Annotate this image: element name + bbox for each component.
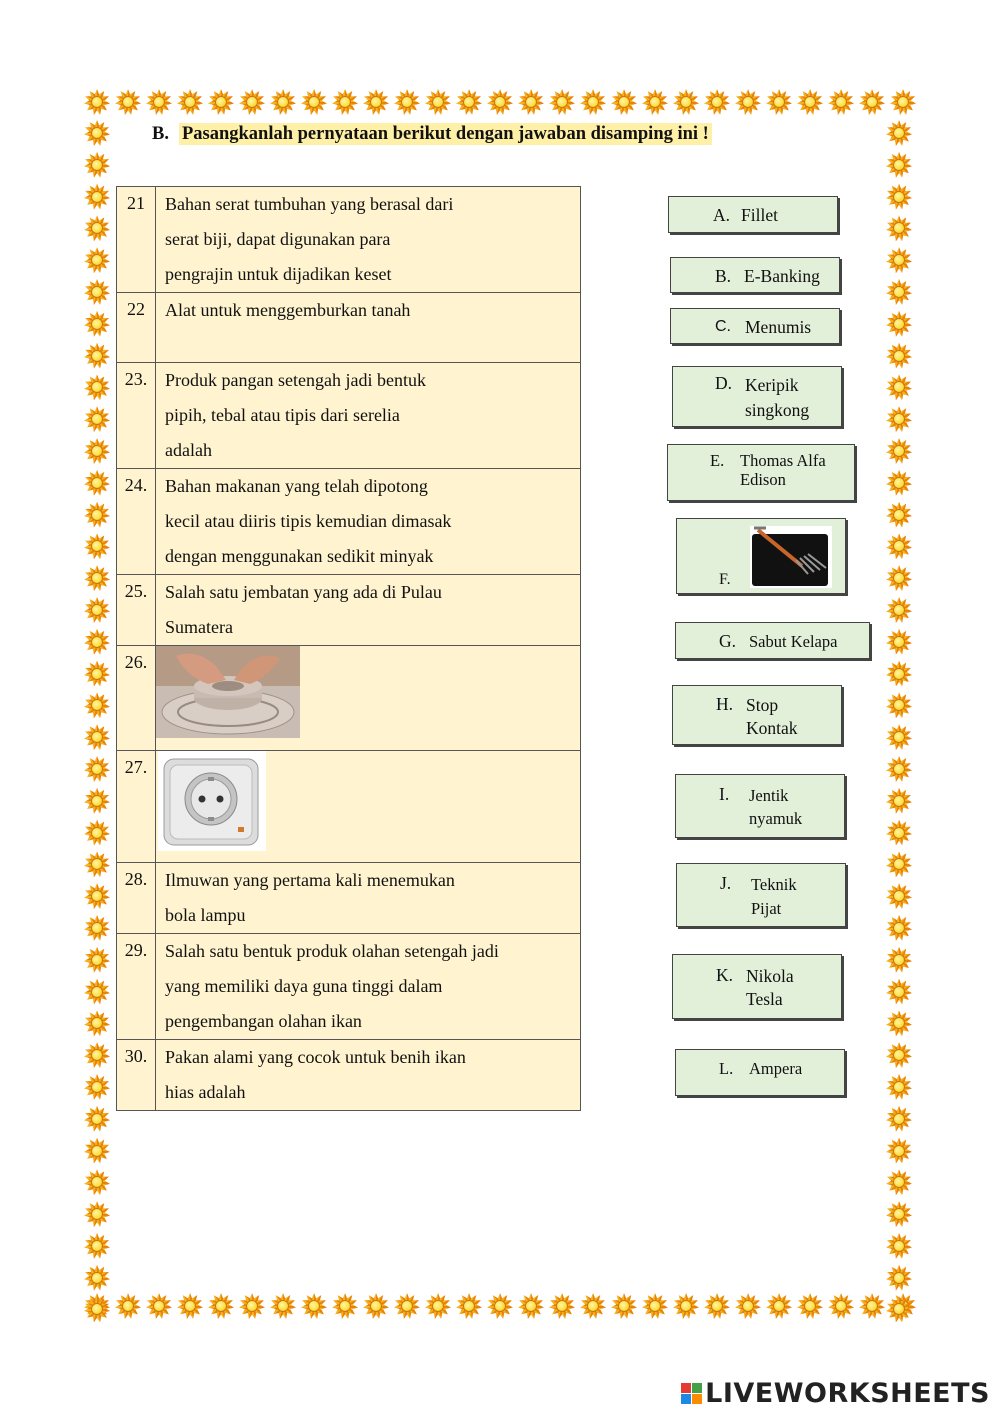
sun-ornament [84, 343, 110, 369]
question-line: pengembangan olahan ikan [165, 1011, 362, 1031]
sun-ornament [84, 947, 110, 973]
question-image-cell [156, 646, 581, 751]
sun-ornament [84, 1169, 110, 1195]
sun-ornament [886, 120, 912, 146]
sun-ornament [704, 89, 730, 115]
liveworksheets-logo-icon [681, 1383, 702, 1404]
sun-ornament [84, 788, 110, 814]
sun-ornament [886, 184, 912, 210]
sun-ornament [518, 1293, 544, 1319]
sun-ornament [886, 152, 912, 178]
sun-ornament [611, 1293, 637, 1319]
answer-text-line: Jentik [749, 786, 789, 805]
question-number: 27. [117, 751, 156, 863]
sun-ornament [84, 756, 110, 782]
sun-ornament [828, 1293, 854, 1319]
sun-ornament [84, 533, 110, 559]
sun-ornament [886, 438, 912, 464]
answer-text [740, 451, 826, 489]
sun-ornament [84, 279, 110, 305]
answer-box-e[interactable] [667, 444, 855, 501]
sun-ornament [84, 597, 110, 623]
sun-ornament [580, 89, 606, 115]
sun-ornament [270, 89, 296, 115]
sun-ornament [886, 851, 912, 877]
answer-letter: G. [719, 631, 737, 651]
brand-text: LIVEWORKSHEETS [705, 1378, 990, 1409]
sun-ornament [549, 89, 575, 115]
question-text [156, 293, 581, 363]
answer-text [746, 694, 798, 740]
question-row [117, 751, 581, 863]
question-number: 24. [117, 469, 156, 575]
sun-ornament [394, 89, 420, 115]
sun-ornament [394, 1293, 420, 1319]
sun-ornament [797, 1293, 823, 1319]
answer-text-line: Teknik [751, 875, 797, 894]
sun-ornament [886, 724, 912, 750]
answer-text-line: Edison [740, 470, 786, 489]
sun-ornament [84, 692, 110, 718]
question-line: serat biji, dapat digunakan para [165, 229, 391, 249]
sun-ornament [886, 788, 912, 814]
sun-ornament [828, 89, 854, 115]
sun-ornament [84, 89, 110, 115]
sun-ornament [84, 311, 110, 337]
answer-text: Menumis [745, 317, 812, 337]
sun-ornament [886, 311, 912, 337]
sun-ornament [456, 89, 482, 115]
sun-ornament [859, 1293, 885, 1319]
sun-ornament [239, 1293, 265, 1319]
sun-ornament [84, 1233, 110, 1259]
question-line: yang memiliki daya guna tinggi dalam [165, 976, 443, 996]
sun-ornament [886, 1010, 912, 1036]
question-row [117, 646, 581, 751]
answer-letter: A. [713, 205, 731, 225]
sun-ornament [890, 89, 916, 115]
sun-ornament [735, 89, 761, 115]
sun-ornament [425, 1293, 451, 1319]
sun-ornament [84, 247, 110, 273]
sun-ornament [886, 947, 912, 973]
sun-ornament [886, 597, 912, 623]
sun-ornament [886, 692, 912, 718]
sun-ornament [84, 1074, 110, 1100]
sun-ornament [456, 1293, 482, 1319]
question-number: 22 [117, 293, 156, 363]
question-row [117, 863, 581, 934]
sun-border-left [84, 120, 110, 1328]
garden-fork-image [750, 526, 832, 588]
sun-ornament [518, 89, 544, 115]
sun-ornament [673, 1293, 699, 1319]
question-text [156, 575, 581, 646]
answer-letter: L. [719, 1059, 734, 1078]
question-row [117, 363, 581, 469]
question-line: Ilmuwan yang pertama kali menemukan [165, 870, 455, 890]
sun-ornament [84, 1010, 110, 1036]
sun-ornament [208, 89, 234, 115]
sun-ornament [84, 1265, 110, 1291]
sun-ornament [886, 661, 912, 687]
question-line: Salah satu bentuk produk olahan setengah jadi [165, 941, 499, 961]
sun-ornament [735, 1293, 761, 1319]
sun-ornament [487, 1293, 513, 1319]
question-line: pengrajin untuk dijadikan keset [165, 264, 392, 284]
answer-text-line: Pijat [751, 899, 782, 918]
sun-ornament [84, 565, 110, 591]
sun-ornament [425, 89, 451, 115]
question-row [117, 293, 581, 363]
answer-letter: J. [720, 873, 732, 893]
sun-ornament [332, 89, 358, 115]
question-line: hias adalah [165, 1082, 246, 1102]
question-text [156, 934, 581, 1040]
sun-ornament [84, 851, 110, 877]
sun-ornament [84, 152, 110, 178]
question-row [117, 575, 581, 646]
sun-ornament [270, 1293, 296, 1319]
question-text [156, 187, 581, 293]
answer-text-line: singkong [745, 400, 810, 420]
sun-ornament [146, 89, 172, 115]
sun-ornament [208, 1293, 234, 1319]
answer-text-line: Stop [746, 695, 779, 715]
question-row [117, 1040, 581, 1111]
sun-ornament [886, 915, 912, 941]
sun-ornament [642, 1293, 668, 1319]
sun-ornament [146, 1293, 172, 1319]
sun-ornament [84, 1296, 110, 1322]
sun-ornament [886, 215, 912, 241]
sun-ornament [611, 89, 637, 115]
sun-ornament [84, 215, 110, 241]
answer-text: Fillet [741, 205, 778, 225]
answer-box-f[interactable] [676, 518, 846, 594]
sun-ornament [84, 629, 110, 655]
sun-ornament [84, 1042, 110, 1068]
sun-ornament [239, 89, 265, 115]
sun-ornament [84, 661, 110, 687]
question-line: bola lampu [165, 905, 246, 925]
question-line: Alat untuk menggemburkan tanah [165, 300, 411, 320]
sun-ornament [886, 1233, 912, 1259]
sun-ornament [115, 1293, 141, 1319]
question-line: pipih, tebal atau tipis dari serelia [165, 405, 400, 425]
question-row [117, 187, 581, 293]
sun-ornament [886, 1138, 912, 1164]
answer-text [749, 784, 802, 830]
sun-ornament [886, 1169, 912, 1195]
answer-box-l[interactable] [675, 1049, 845, 1096]
sun-ornament [363, 89, 389, 115]
sun-ornament [886, 979, 912, 1005]
sun-ornament [84, 1201, 110, 1227]
answer-box-j[interactable] [676, 863, 846, 927]
sun-ornament [886, 1265, 912, 1291]
questions-table [116, 186, 581, 1111]
sun-ornament [886, 470, 912, 496]
question-line: Produk pangan setengah jadi bentuk [165, 370, 426, 390]
sun-ornament [886, 1074, 912, 1100]
answer-letter: I. [719, 784, 730, 804]
sun-ornament [766, 1293, 792, 1319]
sun-ornament [84, 883, 110, 909]
answer-text [751, 873, 797, 921]
answer-text: E-Banking [744, 266, 820, 286]
answer-text: Ampera [749, 1059, 803, 1078]
question-number: 29. [117, 934, 156, 1040]
sun-ornament [84, 1138, 110, 1164]
answer-letter: H. [716, 694, 734, 714]
question-line: Bahan makanan yang telah dipotong [165, 476, 428, 496]
answer-box-d[interactable] [672, 366, 842, 427]
sun-ornament [549, 1293, 575, 1319]
answer-letter: B. [715, 266, 732, 286]
sun-border-bottom [84, 1293, 921, 1319]
sun-ornament [84, 438, 110, 464]
sun-ornament [886, 279, 912, 305]
answer-letter: D. [715, 373, 733, 393]
sun-ornament [886, 565, 912, 591]
answer-text-line: Thomas Alfa [740, 451, 826, 470]
sun-ornament [766, 89, 792, 115]
sun-ornament [332, 1293, 358, 1319]
sun-ornament [84, 724, 110, 750]
answer-box-k[interactable] [672, 954, 842, 1019]
sun-ornament [301, 1293, 327, 1319]
sun-ornament [487, 89, 513, 115]
power-socket-image [158, 751, 266, 851]
sun-ornament [886, 247, 912, 273]
sun-ornament [886, 1042, 912, 1068]
question-number: 30. [117, 1040, 156, 1111]
sun-ornament [84, 120, 110, 146]
sun-ornament [797, 89, 823, 115]
sun-ornament [886, 1201, 912, 1227]
question-line: Salah satu jembatan yang ada di Pulau [165, 582, 442, 602]
question-text [156, 1040, 581, 1111]
sun-ornament [84, 374, 110, 400]
sun-ornament [886, 629, 912, 655]
sun-border-right [886, 120, 912, 1328]
answer-letter: F. [719, 571, 731, 588]
question-line: Pakan alami yang cocok untuk benih ikan [165, 1047, 466, 1067]
question-line: Sumatera [165, 617, 233, 637]
section-instruction: Pasangkanlah pernyataan berikut dengan jawaban disamping ini ! [179, 123, 712, 145]
sun-ornament [704, 1293, 730, 1319]
sun-ornament [859, 89, 885, 115]
answer-box-g[interactable] [675, 622, 870, 659]
sun-ornament [84, 979, 110, 1005]
answer-box-b[interactable] [670, 257, 840, 293]
answer-text-line: Kontak [746, 718, 798, 738]
sun-ornament [886, 343, 912, 369]
section-letter: B. [152, 124, 169, 144]
sun-ornament [886, 883, 912, 909]
question-text [156, 863, 581, 934]
question-line: Bahan serat tumbuhan yang berasal dari [165, 194, 454, 214]
question-text [156, 363, 581, 469]
sun-ornament [84, 184, 110, 210]
question-number: 28. [117, 863, 156, 934]
sun-ornament [84, 820, 110, 846]
question-number: 25. [117, 575, 156, 646]
question-text [156, 469, 581, 575]
answer-text [746, 965, 794, 1011]
question-line: dengan menggunakan sedikit minyak [165, 546, 434, 566]
answer-box-i[interactable] [675, 774, 845, 838]
sun-ornament [886, 820, 912, 846]
sun-ornament [642, 89, 668, 115]
answer-letter: E. [710, 451, 725, 470]
answer-box-h[interactable] [672, 685, 842, 745]
sun-ornament [886, 756, 912, 782]
answer-text-line: Keripik [745, 375, 799, 395]
sun-ornament [886, 502, 912, 528]
sun-border-top [84, 89, 921, 115]
question-number: 21 [117, 187, 156, 293]
answer-letter: C. [715, 318, 731, 335]
answer-letter: K. [716, 965, 734, 985]
answer-box-c[interactable] [670, 308, 840, 344]
sun-ornament [84, 470, 110, 496]
answer-box-a[interactable] [668, 196, 838, 233]
sun-ornament [886, 406, 912, 432]
question-image-cell [156, 751, 581, 863]
sun-ornament [84, 915, 110, 941]
sun-ornament [177, 1293, 203, 1319]
answer-text-line: Nikola [746, 966, 794, 986]
section-heading [152, 124, 712, 145]
sun-ornament [886, 374, 912, 400]
question-number: 23. [117, 363, 156, 469]
sun-ornament [115, 89, 141, 115]
sun-ornament [84, 1106, 110, 1132]
answer-text-line: nyamuk [749, 809, 803, 828]
question-row [117, 934, 581, 1040]
sun-ornament [580, 1293, 606, 1319]
sun-ornament [363, 1293, 389, 1319]
sun-ornament [886, 533, 912, 559]
sun-ornament [301, 89, 327, 115]
answer-text [745, 373, 809, 423]
pottery-wheel-image [156, 646, 300, 738]
sun-ornament [886, 1106, 912, 1132]
sun-ornament [886, 1296, 912, 1322]
question-line: adalah [165, 440, 212, 460]
sun-ornament [673, 89, 699, 115]
answer-text: Sabut Kelapa [749, 632, 838, 651]
liveworksheets-brand [681, 1378, 990, 1409]
question-row [117, 469, 581, 575]
sun-ornament [177, 89, 203, 115]
sun-ornament [84, 406, 110, 432]
answer-text-line: Tesla [746, 989, 783, 1009]
question-line: kecil atau diiris tipis kemudian dimasak [165, 511, 452, 531]
sun-ornament [84, 502, 110, 528]
question-number: 26. [117, 646, 156, 751]
